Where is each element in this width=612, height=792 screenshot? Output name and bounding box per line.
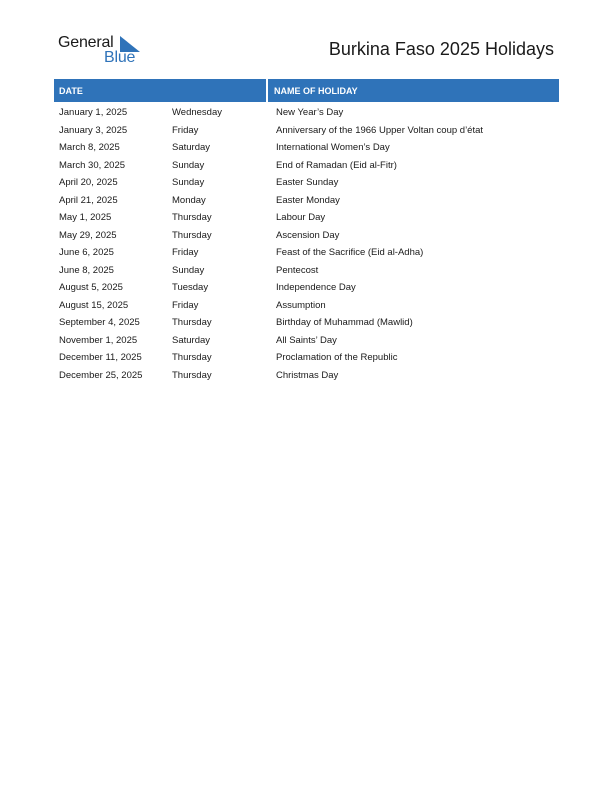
- holiday-date: March 30, 2025: [59, 159, 126, 171]
- table-row: [54, 174, 559, 192]
- holiday-name: Easter Sunday: [276, 177, 339, 189]
- holiday-name: Feast of the Sacrifice (Eid al-Adha): [276, 247, 424, 259]
- holiday-weekday: Thursday: [172, 352, 212, 364]
- holiday-weekday: Tuesday: [172, 282, 209, 294]
- table-row: [54, 314, 559, 332]
- holiday-date: May 1, 2025: [59, 212, 112, 224]
- table-row: [54, 139, 559, 157]
- holiday-date: January 1, 2025: [59, 107, 128, 119]
- table-row: [54, 279, 559, 297]
- logo-text-general: General: [58, 34, 114, 51]
- brand-logo: [58, 34, 148, 68]
- table-row: [54, 297, 559, 315]
- holiday-name: Assumption: [276, 299, 326, 311]
- holiday-weekday: Monday: [172, 194, 206, 206]
- header-holiday-name: NAME OF HOLIDAY: [274, 85, 358, 96]
- holiday-weekday: Sunday: [172, 264, 205, 276]
- holiday-date: June 6, 2025: [59, 247, 114, 259]
- holiday-weekday: Thursday: [172, 317, 212, 329]
- holiday-name: Labour Day: [276, 212, 326, 224]
- page-title: Burkina Faso 2025 Holidays: [328, 39, 554, 59]
- table-row: [54, 349, 559, 367]
- holiday-date: November 1, 2025: [59, 334, 138, 346]
- table-row: [54, 367, 559, 385]
- holiday-name: Pentecost: [276, 264, 319, 276]
- holiday-weekday: Friday: [172, 247, 199, 259]
- holiday-weekday: Sunday: [172, 177, 205, 189]
- header-date: DATE: [54, 79, 268, 102]
- holiday-name: Ascension Day: [276, 229, 340, 241]
- holiday-date: August 15, 2025: [59, 299, 129, 311]
- holiday-date: August 5, 2025: [59, 282, 123, 294]
- holiday-date: April 21, 2025: [59, 194, 118, 206]
- holiday-weekday: Saturday: [172, 142, 211, 154]
- holiday-date: June 8, 2025: [59, 264, 114, 276]
- table-row: [54, 244, 559, 262]
- holiday-weekday: Thursday: [172, 369, 212, 381]
- holiday-weekday: Sunday: [172, 159, 205, 171]
- holiday-weekday: Friday: [172, 299, 199, 311]
- holiday-name: Anniversary of the 1966 Upper Voltan coup d’état: [276, 124, 484, 136]
- holiday-date: May 29, 2025: [59, 229, 117, 241]
- holiday-date: April 20, 2025: [59, 177, 118, 189]
- holiday-name: International Women’s Day: [276, 142, 390, 154]
- table-row: [54, 209, 559, 227]
- holiday-date: September 4, 2025: [59, 317, 140, 329]
- holiday-weekday: Saturday: [172, 334, 211, 346]
- table-row: [54, 192, 559, 210]
- table-body: [54, 104, 559, 384]
- table-row: [54, 157, 559, 175]
- holiday-name: Independence Day: [276, 282, 356, 294]
- table-header: [54, 79, 559, 102]
- holiday-name: All Saints’ Day: [276, 334, 337, 346]
- table-row: [54, 332, 559, 350]
- holiday-date: December 11, 2025: [59, 352, 142, 364]
- holiday-date: January 3, 2025: [59, 124, 128, 136]
- holiday-weekday: Thursday: [172, 229, 212, 241]
- holiday-name: New Year’s Day: [276, 107, 344, 119]
- holiday-name: End of Ramadan (Eid al-Fitr): [276, 159, 397, 171]
- table-row: [54, 122, 559, 140]
- holiday-table: [54, 79, 559, 384]
- holiday-name: Birthday of Muhammad (Mawlid): [276, 317, 413, 329]
- holiday-name: Christmas Day: [276, 369, 339, 381]
- holiday-name: Proclamation of the Republic: [276, 352, 398, 364]
- logo-text-blue: Blue: [104, 49, 136, 66]
- holiday-name: Easter Monday: [276, 194, 340, 206]
- holiday-weekday: Friday: [172, 124, 199, 136]
- table-row: [54, 104, 559, 122]
- holiday-weekday: Thursday: [172, 212, 212, 224]
- holiday-date: March 8, 2025: [59, 142, 120, 154]
- table-row: [54, 227, 559, 245]
- table-row: [54, 262, 559, 280]
- holiday-weekday: Wednesday: [172, 107, 222, 119]
- holiday-date: December 25, 2025: [59, 369, 143, 381]
